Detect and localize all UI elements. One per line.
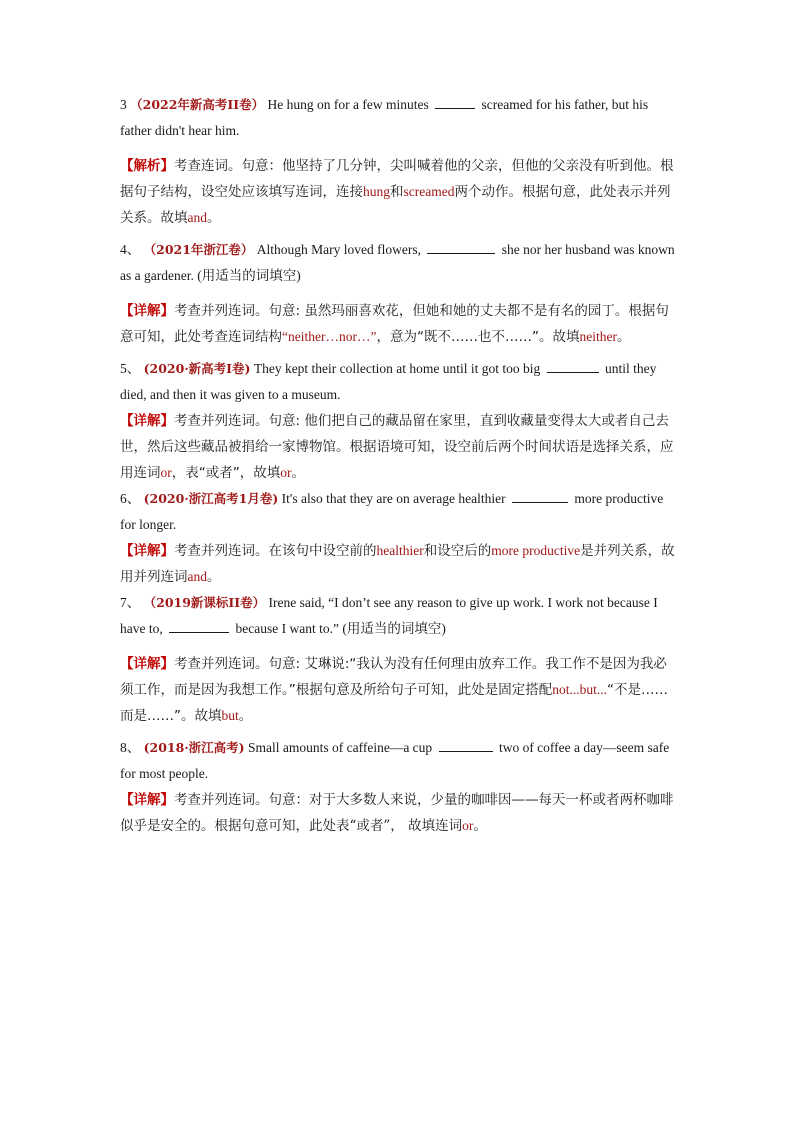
question-7 xyxy=(120,590,676,642)
answer-text: “或者” xyxy=(198,465,240,481)
answer-text: 是并列关系，故用并列连词 xyxy=(120,543,675,585)
answer-text: “既不……也不……” xyxy=(416,329,539,345)
answer-text: 。 xyxy=(207,210,221,226)
question-source: （2021年浙江卷） xyxy=(143,242,254,257)
question-3 xyxy=(120,92,676,144)
answer-text: 两个动作。根据句意，此处表示并列关系。故填 xyxy=(120,184,671,226)
question-4 xyxy=(120,237,676,289)
answer-text: ，意为 xyxy=(376,329,417,345)
answer-blank xyxy=(439,737,493,752)
keyword: hung xyxy=(363,184,390,199)
answer-tag: 【详解】 xyxy=(120,303,174,319)
answer-text: 。 xyxy=(616,329,631,345)
answer-text: ，故填 xyxy=(239,465,281,481)
question-number: 8、 xyxy=(120,740,141,755)
answer-text: 考查并列连词。在该句中设空前的 xyxy=(174,543,377,559)
answer-text: 考查并列连词。句意：对于大多数人来说，少量的咖啡因——每天一杯或者两杯咖啡似乎是安全的。根据句意可知，此处表“或者”， 故填连词 xyxy=(120,792,674,834)
answer-text: 和 xyxy=(390,184,404,200)
answer-6 xyxy=(120,538,676,590)
answer-text: 考查并列连词。句意: 他们把自己的藏品留在家里，直到收藏量变得太大或者自己去世，然后这些藏品被捐给一家博物馆。根据语境可知，设空前后两个时间状语是选择关系，应用连词 xyxy=(120,413,674,481)
answer-tag: 【详解】 xyxy=(120,656,174,672)
answer-text: “不是……而是……”。故填 xyxy=(120,682,669,724)
question-number: 7、 xyxy=(120,595,141,610)
answer-tag: 【解析】 xyxy=(120,158,174,174)
answer-text: ，表 xyxy=(171,465,199,481)
keyword: neither xyxy=(579,329,617,344)
question-text: Although Mary loved flowers, xyxy=(256,242,422,257)
question-text: He hung on for a few minutes xyxy=(267,97,429,112)
answer-text: 。故填 xyxy=(538,329,580,345)
answer-text: 。 xyxy=(291,465,305,481)
keyword: healthier xyxy=(376,543,424,558)
question-source: (2018·浙江高考) xyxy=(143,740,245,755)
question-source: (2020·浙江高考1月卷) xyxy=(143,491,279,506)
question-text: Small amounts of caffeine—a cup xyxy=(247,740,433,755)
keyword: not...but... xyxy=(552,682,608,697)
answer-text: 考查并列连词。句意: 虽然玛丽喜欢花，但她和她的丈夫都不是有名的园丁。根据句意可知，此处考查连词结构 xyxy=(120,303,669,345)
answer-text: 考查并列连词。句意: 艾琳说:“我认为没有任何理由放弃工作。我工作不是因为我必须工作，而是因为我想工作。”根据句意及所给句子可知，此处是固定搭配 xyxy=(120,656,667,698)
question-text: she nor her husband was known as a gardener. (用适当的词填空) xyxy=(120,242,675,283)
question-6 xyxy=(120,486,676,538)
answer-tag: 【详解】 xyxy=(120,413,174,429)
keyword: more productive xyxy=(491,543,581,558)
answer-8 xyxy=(120,787,676,839)
answer-7 xyxy=(120,651,676,729)
answer-text: 。 xyxy=(473,818,487,834)
question-source: （2019新课标II卷） xyxy=(143,595,266,610)
answer-text: 和设空后的 xyxy=(423,543,492,559)
keyword: or xyxy=(160,465,172,480)
keyword: and xyxy=(187,569,207,584)
keyword: screamed xyxy=(403,184,455,199)
answer-text: 。 xyxy=(238,708,253,724)
question-text: They kept their collection at home until it got too big xyxy=(253,361,541,376)
question-text: because I want to.” (用适当的词填空) xyxy=(235,621,446,636)
question-text: It's also that they are on average healthier xyxy=(281,491,506,506)
question-text: more productive for longer. xyxy=(120,491,664,532)
question-8 xyxy=(120,735,676,787)
question-5 xyxy=(120,356,676,408)
answer-5 xyxy=(120,408,676,486)
answer-blank xyxy=(427,239,495,254)
keyword: or xyxy=(462,818,474,833)
keyword: and xyxy=(187,210,207,225)
question-text: until they died, and then it was given to a museum. xyxy=(120,361,657,402)
question-number: 5、 xyxy=(120,361,141,376)
question-text: screamed for his father, but his father didn't hear him. xyxy=(120,97,649,138)
question-text: Irene said, “I don’t see any reason to give up work. I work not because I have to, xyxy=(120,595,658,636)
answer-4 xyxy=(120,298,676,350)
keyword: but xyxy=(221,708,239,723)
answer-blank xyxy=(512,488,568,503)
answer-3 xyxy=(120,153,676,231)
question-number: 4、 xyxy=(120,242,141,257)
question-number: 6、 xyxy=(120,491,141,506)
answer-tag: 【详解】 xyxy=(120,543,174,559)
answer-tag: 【详解】 xyxy=(120,792,174,808)
question-source: (2020·新高考Ⅰ卷) xyxy=(143,361,251,376)
question-source: （2022年新高考II卷） xyxy=(130,97,265,112)
answer-blank xyxy=(435,94,475,109)
keyword: or xyxy=(280,465,292,480)
question-text: two of coffee a day—seem safe for most people. xyxy=(120,740,670,781)
answer-blank xyxy=(169,618,229,633)
document-page xyxy=(120,92,676,839)
question-number: 3 xyxy=(120,97,127,112)
answer-text: 。 xyxy=(207,569,221,585)
keyword: “neither…nor…” xyxy=(282,329,377,344)
answer-blank xyxy=(547,358,599,373)
answer-text: 考查连词。句意：他坚持了几分钟，尖叫喊着他的父亲，但他的父亲没有听到他。根据句子结构，设空处应该填写连词，连接 xyxy=(120,158,674,200)
